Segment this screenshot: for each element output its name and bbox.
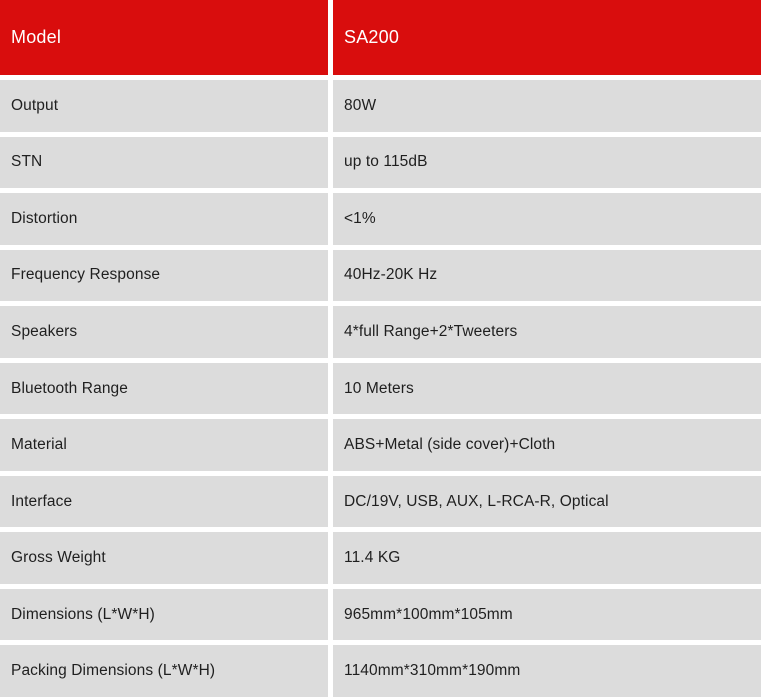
table-row xyxy=(0,193,761,245)
row-label: Bluetooth Range xyxy=(0,363,328,415)
row-label: Gross Weight xyxy=(0,532,328,584)
row-label: Interface xyxy=(0,476,328,528)
row-label: Dimensions (L*W*H) xyxy=(0,589,328,641)
table-row xyxy=(0,476,761,528)
table-row xyxy=(0,419,761,471)
table-row xyxy=(0,250,761,302)
table-row xyxy=(0,645,761,697)
row-value: 965mm*100mm*105mm xyxy=(333,589,761,641)
row-value: 10 Meters xyxy=(333,363,761,415)
table-row xyxy=(0,137,761,189)
row-value: 80W xyxy=(333,80,761,132)
table-row xyxy=(0,532,761,584)
row-value: 1140mm*310mm*190mm xyxy=(333,645,761,697)
row-label: Distortion xyxy=(0,193,328,245)
table-row xyxy=(0,363,761,415)
row-label: Packing Dimensions (L*W*H) xyxy=(0,645,328,697)
table-header-row xyxy=(0,0,761,75)
table-row xyxy=(0,306,761,358)
header-model-value: SA200 xyxy=(333,0,761,75)
row-value: up to 115dB xyxy=(333,137,761,189)
row-label: Material xyxy=(0,419,328,471)
row-label: Output xyxy=(0,80,328,132)
row-value: <1% xyxy=(333,193,761,245)
table-row xyxy=(0,589,761,641)
row-value: 4*full Range+2*Tweeters xyxy=(333,306,761,358)
row-value: DC/19V, USB, AUX, L-RCA-R, Optical xyxy=(333,476,761,528)
row-label: Speakers xyxy=(0,306,328,358)
row-value: ABS+Metal (side cover)+Cloth xyxy=(333,419,761,471)
header-model-label: Model xyxy=(0,0,328,75)
row-label: STN xyxy=(0,137,328,189)
row-label: Frequency Response xyxy=(0,250,328,302)
table-row xyxy=(0,80,761,132)
row-value: 40Hz-20K Hz xyxy=(333,250,761,302)
row-value: 11.4 KG xyxy=(333,532,761,584)
